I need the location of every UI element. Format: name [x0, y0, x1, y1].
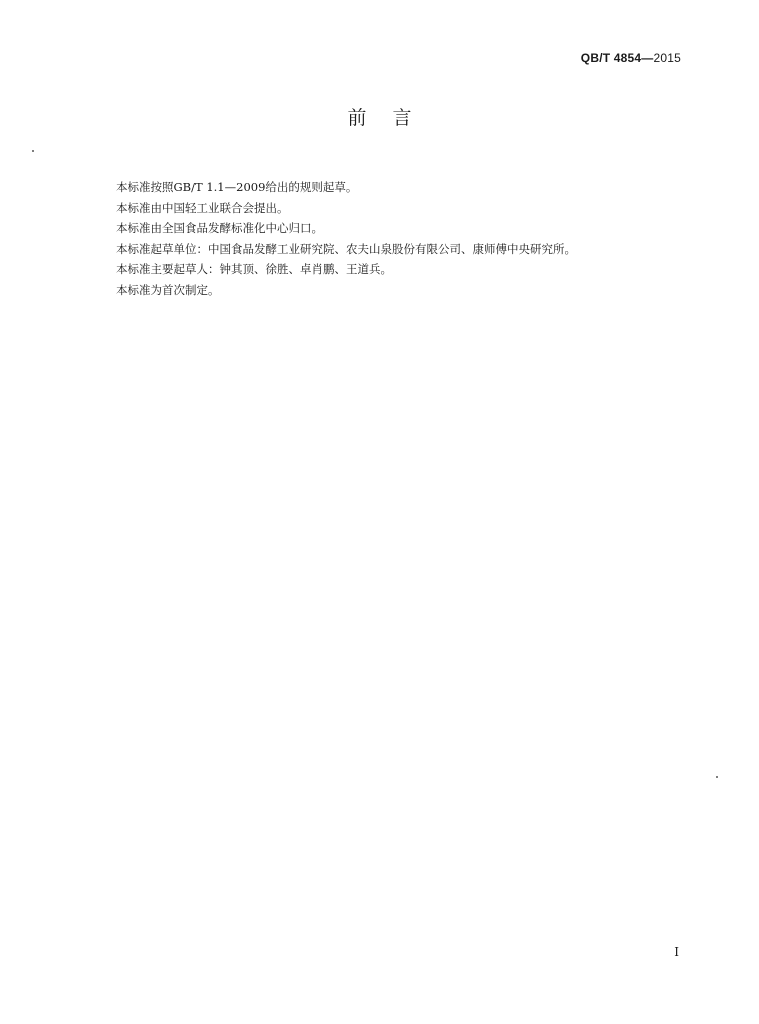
paragraph-drafting-units: 本标准起草单位：中国食品发酵工业研究院、农夫山泉股份有限公司、康师傅中央研究所。: [116, 241, 576, 256]
paragraph-drafting-rules: 本标准按照GB/T 1.1—2009给出的规则起草。: [116, 180, 358, 194]
standard-code: [581, 51, 681, 65]
paragraph-drafters: 本标准主要起草人：钟其顶、徐胜、卓肖鹏、王道兵。: [116, 262, 392, 276]
page-number: I: [674, 945, 679, 959]
foreword-body: [116, 177, 676, 300]
paragraph-first-edition: 本标准为首次制定。: [116, 282, 220, 297]
scan-speck: [716, 776, 718, 778]
page-title: 前言: [347, 107, 438, 129]
standard-number: QB/T 4854: [580, 51, 642, 65]
paragraph-proposer: 本标准由中国轻工业联合会提出。: [116, 200, 289, 215]
code-separator: —: [641, 51, 654, 65]
paragraph-centralized-by: 本标准由全国食品发酵标准化中心归口。: [116, 221, 323, 235]
scan-speck: [32, 150, 34, 152]
standard-year: 2015: [653, 51, 681, 65]
